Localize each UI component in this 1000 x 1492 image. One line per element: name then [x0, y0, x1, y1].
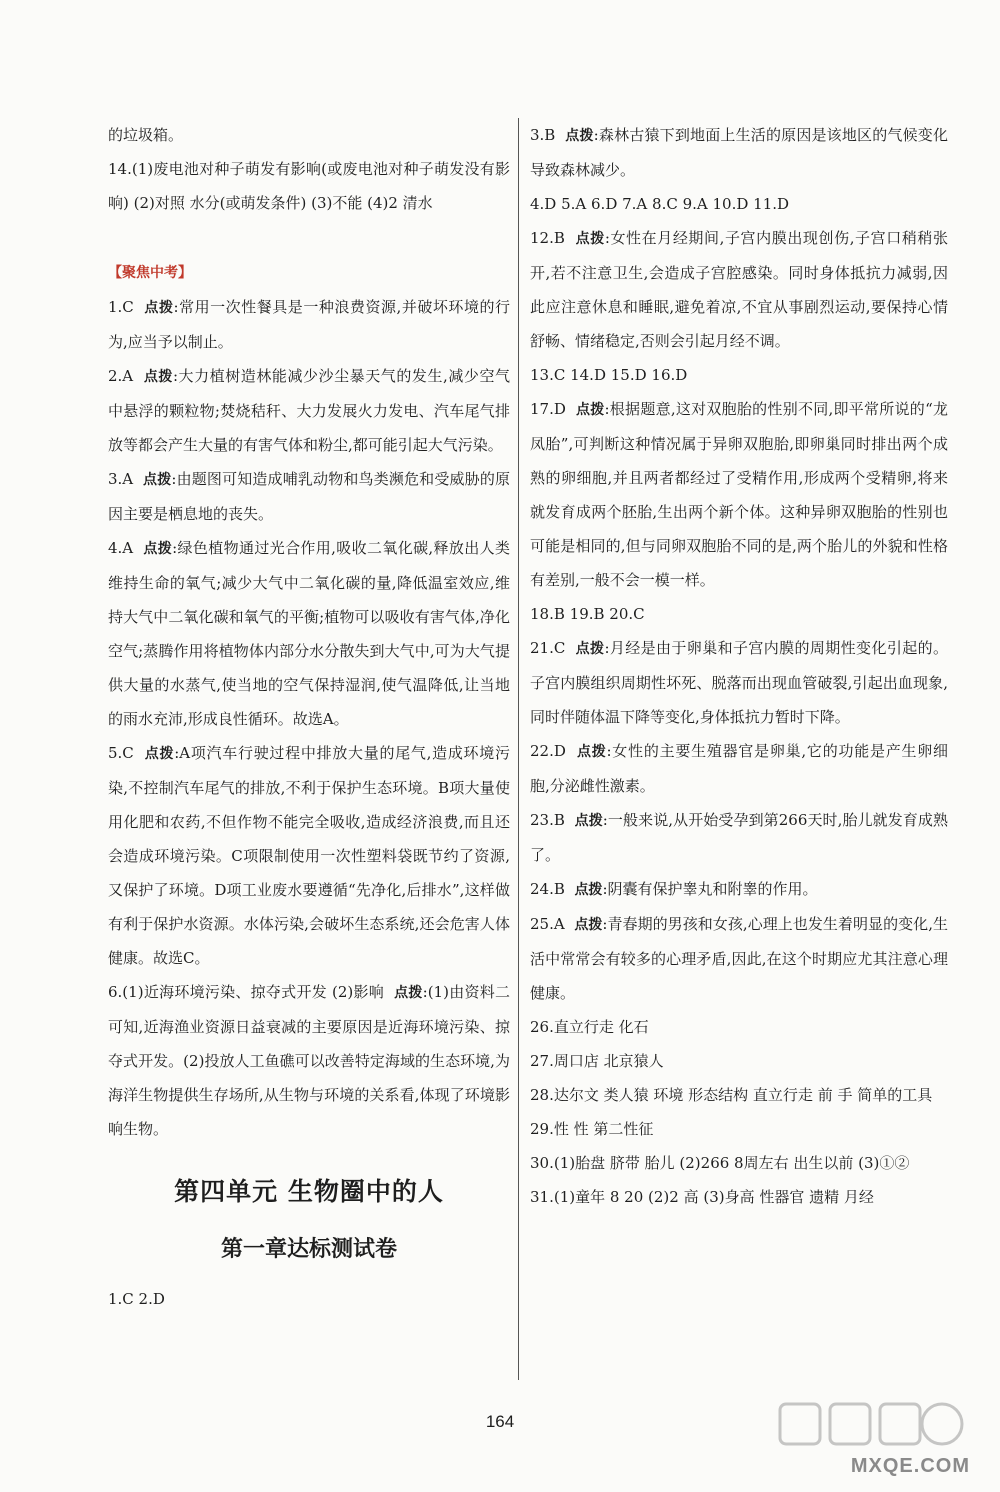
- answer-number: 3.A: [108, 470, 134, 488]
- hint-label: 点拨: [574, 882, 603, 898]
- answer-number: 26.直立行走 化石: [530, 1018, 649, 1036]
- hint-text: :女性在月经期间,子宫内膜出现创伤,子宫口稍稍张开,若不注意卫生,会造成子宫腔感染。同时身体抵抗力减弱,因此应注意休息和睡眠,避免着凉,不宜从事剧烈运动,要保持心情舒畅、情绪稳定,否则会引起月经不调。: [530, 229, 949, 350]
- hint-text: :根据题意,这对双胞胎的性别不同,即平常所说的“龙凤胎”,可判断这种情况属于异卵双胞胎,即卵巢同时排出两个成熟的卵细胞,并且两者都经过了受精作用,形成两个受精卵,将来就发育成两个胚胎,生出两个新个体。这种异卵双胞胎的性别也可能是相同的,但与同卵双胞胎不同的是,两个胎儿的外貌和性格有差别,一般不会一模一样。: [530, 400, 948, 589]
- hint-text: :月经是由于卵巢和子宫内膜的周期性变化引起的。子宫内膜组织周期性坏死、脱落而出现血管破裂,引起出血现象,同时伴随体温下降等变化,身体抵抗力暂时下降。: [530, 639, 948, 726]
- section-tag: 【聚焦中考】: [108, 265, 192, 281]
- hint-label: 点拨: [575, 402, 605, 418]
- hint-text: :常用一次性餐具是一种浪费资源,并破坏环境的行为,应当予以制止。: [108, 298, 511, 351]
- answer-entry: [530, 597, 948, 631]
- answer-entry: 14.(1)废电池对种子萌发有影响(或废电池对种子萌发没有影响) (2)对照 水分(或萌发条件) (3)不能 (4)2 清水: [108, 160, 510, 212]
- hint-label: 点拨: [574, 917, 603, 933]
- answer-entry: [530, 872, 948, 907]
- hint-label: 点拨: [565, 128, 594, 144]
- answer-number: 5.C: [108, 744, 134, 762]
- answer-number: 23.B: [530, 811, 565, 829]
- answer-number: 4.D 5.A 6.D 7.A 8.C 9.A 10.D 11.D: [530, 195, 790, 213]
- answer-entry: [530, 907, 948, 1010]
- answer-entry: [530, 1078, 948, 1112]
- answer-number: 24.B: [530, 880, 565, 898]
- answer-entry: [530, 187, 948, 221]
- chapter-title: 第一章达标测试卷: [220, 1237, 397, 1262]
- hint-text: :(1)由资料二可知,近海渔业资源日益衰减的主要原因是近海环境污染、掠夺式开发。(2)投放人工鱼礁可以改善特定海域的生态环境,为海洋生物提供生存场所,从生物与环境的关系看,体现了环境影响生物。: [108, 983, 510, 1138]
- hint-text: :女性的主要生殖器官是卵巢,它的功能是产生卵细胞,分泌雌性激素。: [530, 742, 949, 795]
- answer-entry: [108, 975, 510, 1146]
- hint-label: 点拨: [143, 472, 172, 488]
- answer-list: [530, 118, 948, 1214]
- hint-label: 点拨: [574, 813, 603, 829]
- left-column: [108, 118, 510, 1316]
- answer-number: 25.A: [530, 915, 565, 933]
- answer-entry: [108, 462, 510, 531]
- answer-entry: [530, 1044, 948, 1078]
- answer-entry: [530, 1010, 948, 1044]
- answer-number: 17.D: [530, 400, 566, 418]
- right-column: [530, 118, 948, 1214]
- answer-number: 13.C 14.D 15.D 16.D: [530, 366, 688, 384]
- unit-title: 第四单元 生物圈中的人: [174, 1177, 444, 1206]
- answer-number: 4.A: [108, 539, 134, 557]
- hint-label: 点拨: [394, 985, 423, 1001]
- answer-entry: [530, 221, 948, 358]
- hint-label: 点拨: [576, 744, 607, 760]
- answer-entry: [108, 531, 510, 736]
- hint-text: :A项汽车行驶过程中排放大量的尾气,造成环境污染,不控制汽车尾气的排放,不利于保护生态环境。B项大量使用化肥和农药,不但作物不能完全吸收,造成经济浪费,而且还会造成环境污染。C项限制使用一次性塑料袋既节约了资源,又保护了环境。D项工业废水要遵循“先净化,后排水”,这样做有利于保护水资源。水体污染,会破坏生态系统,还会危害人体健康。故选C。: [108, 744, 510, 967]
- answer-number: 1.C: [108, 298, 134, 316]
- answer-number: 30.(1)胎盘 脐带 胎儿 (2)266 8周左右 出生以前 (3)①②: [530, 1154, 910, 1172]
- answer-entry: [530, 1180, 948, 1214]
- hint-label: 点拨: [143, 541, 173, 557]
- hint-text: :大力植树造林能减少沙尘暴天气的发生,减少空气中悬浮的颗粒物;焚烧秸秆、大力发展火力发电、汽车尾气排放等都会产生大量的有害气体和粉尘,都可能引起大气污染。: [108, 367, 511, 454]
- hint-text: :绿色植物通过光合作用,吸收二氧化碳,释放出人类维持生命的氧气;减少大气中二氧化碳的量,降低温室效应,维持大气中二氧化碳和氧气的平衡;植物可以吸收有害气体,净化空气;蒸腾作用将植物体内部分水分散失到大气中,可为大气提供大量的水蒸气,使当地的空气保持湿润,使气温降低,让当地的雨水充沛,形成良性循环。故选A。: [108, 539, 510, 728]
- answer-entry: 1.C 2.D: [108, 1290, 165, 1308]
- answer-entry: [108, 736, 510, 975]
- answer-entry: [108, 290, 510, 359]
- hint-label: 点拨: [143, 369, 173, 385]
- answer-entry: [108, 359, 510, 462]
- answer-entry: [530, 631, 948, 734]
- answer-number: 31.(1)童年 8 20 (2)2 高 (3)身高 性器官 遗精 月经: [530, 1188, 874, 1206]
- answer-number: 18.B 19.B 20.C: [530, 605, 645, 623]
- answer-number: 6.(1)近海环境污染、掠夺式开发 (2)影响: [108, 983, 385, 1001]
- hint-label: 点拨: [575, 231, 605, 247]
- answer-entry: [530, 734, 948, 803]
- answer-number: 2.A: [108, 367, 134, 385]
- answer-entry: 的垃圾箱。: [108, 126, 184, 144]
- hint-text: :阴囊有保护睾丸和附睾的作用。: [602, 880, 818, 898]
- answer-list: [108, 290, 510, 1146]
- watermark-logo: [770, 1398, 970, 1478]
- answer-number: 3.B: [530, 126, 556, 144]
- hint-text: :一般来说,从开始受孕到第266天时,胎儿就发育成熟了。: [530, 811, 949, 864]
- answer-number: 22.D: [530, 742, 566, 760]
- answer-entry: [530, 803, 948, 872]
- answer-number: 29.性 性 第二性征: [530, 1120, 654, 1138]
- answer-entry: [530, 1146, 948, 1180]
- column-divider: [518, 118, 519, 1380]
- answer-entry: [530, 358, 948, 392]
- hint-text: :森林古猿下到地面上生活的原因是该地区的气候变化导致森林减少。: [530, 126, 948, 179]
- answer-number: 12.B: [530, 229, 565, 247]
- hint-label: 点拨: [144, 746, 175, 762]
- answer-entry: [530, 392, 948, 597]
- answer-number: 28.达尔文 类人猿 环境 形态结构 直立行走 前 手 简单的工具: [530, 1086, 933, 1104]
- answer-entry: [530, 118, 948, 187]
- answer-number: 27.周口店 北京猿人: [530, 1052, 664, 1070]
- watermark-text: MXQE.COM: [850, 1455, 970, 1477]
- hint-text: :由题图可知造成哺乳动物和鸟类濒危和受威胁的原因主要是栖息地的丧失。: [108, 470, 510, 523]
- hint-text: :青春期的男孩和女孩,心理上也发生着明显的变化,生活中常常会有较多的心理矛盾,因此,在这个时期应尤其注意心理健康。: [530, 915, 949, 1002]
- answer-entry: [530, 1112, 948, 1146]
- page-number: 164: [485, 1412, 515, 1431]
- hint-label: 点拨: [575, 641, 605, 657]
- answer-number: 21.C: [530, 639, 566, 657]
- hint-label: 点拨: [144, 300, 174, 316]
